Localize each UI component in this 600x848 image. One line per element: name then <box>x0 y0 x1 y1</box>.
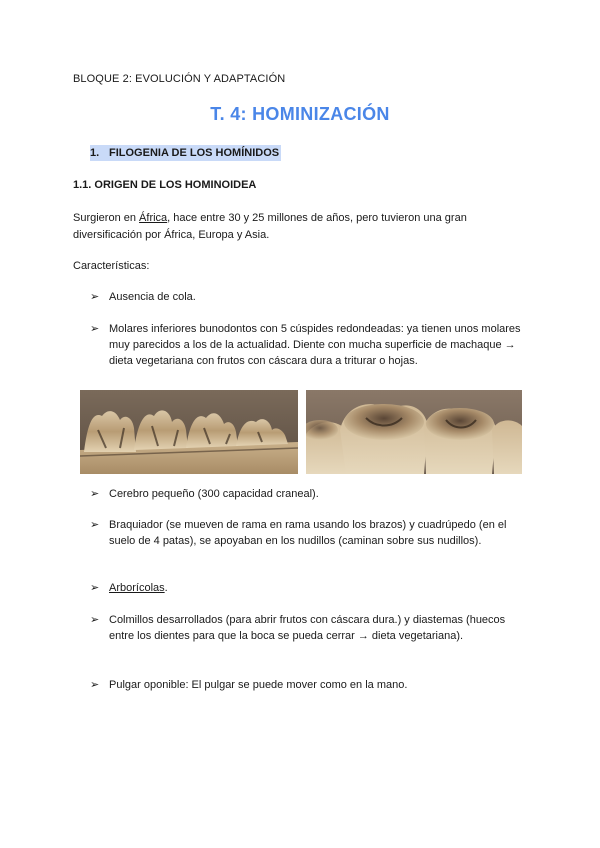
list-item <box>90 677 530 693</box>
intro-post: , hace entre 30 y 25 millones de años, pero tuvieron una gran diversificación por África, Europa y Asia. <box>73 212 467 241</box>
section-highlight <box>90 145 281 161</box>
list-item-text: Molares inferiores bunodontos con 5 cúspides redondeadas: ya tienen unos molares muy parecidos a los de la actualidad. Diente con mucha superficie de machaque → dieta vegetariana con frutos con cáscara dura a triturar o hojas. <box>109 323 521 367</box>
section-label: FILOGENIA DE LOS HOMÍNIDOS <box>109 147 280 159</box>
bullet-arrow-icon: ➢ <box>90 679 100 691</box>
page-title: T. 4: HOMINIZACIÓN <box>210 104 390 124</box>
list-item <box>90 289 530 305</box>
intro-paragraph <box>73 210 533 244</box>
list-item-text: Colmillos desarrollados (para abrir frutos con cáscara dura.) y diastemas (huecos entre los dientes para que la boca se pueda cerrar → dieta vegetariana). <box>109 614 506 642</box>
intro-africa-link[interactable]: África <box>139 212 168 224</box>
list-item-text: Pulgar oponible: El pulgar se puede mover como en la mano. <box>109 679 408 691</box>
bullet-arrow-icon: ➢ <box>90 323 100 335</box>
list-item <box>90 580 530 596</box>
bullet-arrow-icon: ➢ <box>90 614 100 626</box>
molars-side-photo <box>80 390 298 474</box>
arboricolas-link[interactable]: Arborícolas <box>109 582 165 594</box>
list-item <box>90 612 530 644</box>
molars-crown-photo <box>306 390 522 474</box>
arboricolas-suffix: . <box>164 582 168 594</box>
bullet-arrow-icon: ➢ <box>90 488 100 500</box>
bullet-arrow-icon: ➢ <box>90 291 100 303</box>
list-item <box>90 517 530 549</box>
subsection-heading: 1.1. ORIGEN DE LOS HOMINOIDEA <box>73 179 257 191</box>
list-item-text: Braquiador (se mueven de rama en rama usando los brazos) y cuadrúpedo (en el suelo de 4 patas), se apoyaban en los nudillos (caminan sobre sus nudillos). <box>109 519 507 547</box>
section-heading <box>90 147 281 159</box>
list-item-text: Ausencia de cola. <box>109 291 196 303</box>
list-item <box>90 486 530 502</box>
bullet-arrow-icon: ➢ <box>90 519 100 531</box>
bullet-arrow-icon: ➢ <box>90 582 100 594</box>
list-item-text <box>109 580 530 596</box>
characteristics-label: Características: <box>73 260 150 272</box>
intro-pre: Surgieron en <box>73 212 140 224</box>
block-label: BLOQUE 2: EVOLUCIÓN Y ADAPTACIÓN <box>73 73 286 85</box>
section-number: 1. <box>90 147 100 159</box>
list-item-text: Cerebro pequeño (300 capacidad craneal). <box>109 488 319 500</box>
list-item <box>90 321 530 369</box>
